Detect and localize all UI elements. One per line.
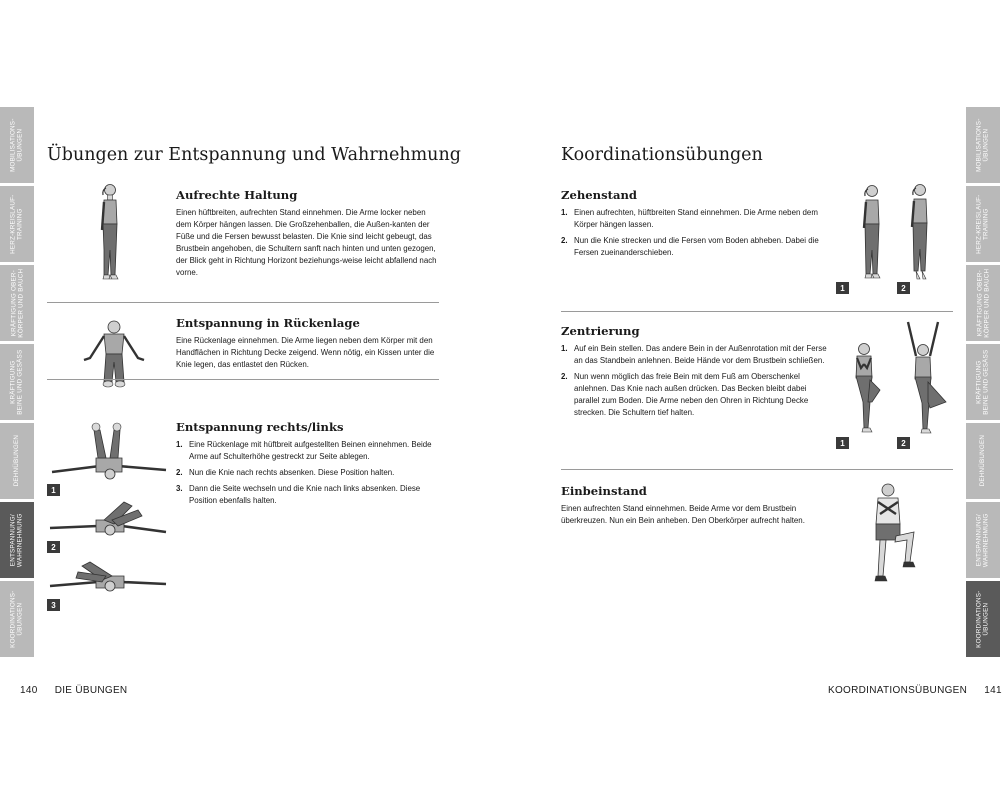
section-heading-einbeinstand: Einbeinstand (561, 484, 647, 498)
figure-badge-2: 2 (47, 541, 60, 553)
tiptoe-figure-illustration (904, 182, 936, 292)
left-page (0, 0, 500, 800)
list-item: 1. Eine Rückenlage mit hüftbreit aufgestellten Beinen einnehmen. Beide Arme auf Schulterhöhe gestreckt zur Seite ablegen. (176, 440, 432, 461)
side-tab-kraeftigung-oberkoerper[interactable]: KRÄFTIGUNG OBER- KÖRPER UND BAUCH (0, 265, 34, 341)
section-heading-aufrechte-haltung: Aufrechte Haltung (176, 188, 298, 202)
side-tab-herz-kreislauf[interactable]: HERZ-KREISLAUF- TRAINING (966, 186, 1000, 262)
side-tab-dehnuebungen[interactable]: DEHNÜBUNGEN (966, 423, 1000, 499)
side-tab-entspannung[interactable]: ENTSPANNUNG/ WAHRNEHMUNG (966, 502, 1000, 578)
steps-list-entspannung-rechts-links (176, 439, 442, 511)
standing-figure-illustration (90, 180, 130, 292)
figure-badge-1: 1 (836, 437, 849, 449)
page-number: 141 (984, 685, 1002, 696)
lying-knees-left-figure-illustration (46, 556, 170, 596)
tree-pose-arms-up-illustration (896, 320, 950, 438)
figure-badge-1: 1 (47, 484, 60, 496)
list-item: 3. Dann die Seite wechseln und die Knie nach links absenken. Diese Position ebenfalls halten. (176, 484, 421, 505)
section-divider (561, 469, 953, 470)
side-tab-entspannung-active[interactable]: ENTSPANNUNG/ WAHRNEHMUNG (0, 502, 34, 578)
list-item: 2. Nun die Knie nach rechts absenken. Diese Position halten. (176, 468, 395, 477)
figure-badge-1: 1 (836, 282, 849, 294)
right-page (500, 0, 1000, 800)
list-item: 1. Auf ein Bein stellen. Das andere Bein in der Außenrotation mit der Ferse an das Standbein anlehnen. Beide Hände vor dem Brustbein schließen. (561, 344, 827, 365)
section-text-entspannung-rueckenlage: Eine Rückenlage einnehmen. Die Arme liegen neben dem Körper mit den Handflächen in Richtung Decke zeigend. Wenn nötig, ein Kissen unter die Knie legen, das entlastet den Rücken. (176, 336, 435, 369)
side-tab-mobilisation[interactable]: MOBILISATIONS- ÜBUNGEN (966, 107, 1000, 183)
section-heading-zehenstand: Zehenstand (561, 188, 638, 202)
steps-list-zehenstand (561, 207, 825, 263)
section-heading-entspannung-rechts-links: Entspannung rechts/links (176, 420, 344, 434)
footer-left (20, 685, 127, 696)
section-divider (561, 311, 953, 312)
side-tab-kraeftigung-oberkoerper[interactable]: KRÄFTIGUNG OBER- KÖRPER UND BAUCH (966, 265, 1000, 341)
footer-right (828, 685, 1002, 696)
side-tab-koordination[interactable]: KOORDINATIONS- ÜBUNGEN (0, 581, 34, 657)
section-divider (47, 302, 439, 303)
section-text-aufrechte-haltung: Einen hüftbreiten, aufrechten Stand einnehmen. Die Arme locker neben dem Körper hängen lassen. Die Großzehenballen, die Außen-kanten der Füße und die Fersen bewusst belasten. Die Knie sind leicht gebeugt, das Brustbein angehoben, die Schultern sanft nach hinten und unten gezogen, der Blick geht in Richtung Horizont beziehungs-weise leicht abfallend nach vorne. (176, 208, 437, 277)
lying-knees-right-figure-illustration (46, 496, 170, 538)
figure-badge-2: 2 (897, 282, 910, 294)
side-tab-kraeftigung-beine[interactable]: KRÄFTIGUNG BEINE UND GESÄSS (966, 344, 1000, 420)
side-tab-koordination-active[interactable]: KOORDINATIONS- ÜBUNGEN (966, 581, 1000, 657)
section-heading-zentrierung: Zentrierung (561, 324, 640, 338)
section-heading-entspannung-rueckenlage: Entspannung in Rückenlage (176, 316, 360, 330)
figure-badge-2: 2 (897, 437, 910, 449)
section-divider (47, 379, 439, 380)
running-section-title: DIE ÜBUNGEN (54, 685, 128, 696)
list-item: 1. Einen aufrechten, hüftbreiten Stand einnehmen. Die Arme neben dem Körper hängen lassen. (561, 208, 818, 229)
page-title: Koordinationsübungen (561, 145, 763, 165)
side-tab-herz-kreislauf[interactable]: HERZ-KREISLAUF- TRAINING (0, 186, 34, 262)
tree-pose-hands-chest-illustration (844, 340, 884, 438)
lying-knees-up-figure-illustration (46, 422, 170, 480)
figure-badge-3: 3 (47, 599, 60, 611)
side-tab-dehnuebungen[interactable]: DEHNÜBUNGEN (0, 423, 34, 499)
steps-list-zentrierung (561, 343, 829, 423)
one-leg-stand-figure-illustration (866, 480, 926, 588)
list-item: 2. Nun wenn möglich das freie Bein mit dem Fuß am Oberschenkel anlehnen. Das Knie nach außen drücken. Das Becken bleibt dabei parallel zum Boden. Die Arme neben den Ohren in Richtung Decke strecken. Die Schultern tief halten. (561, 372, 809, 417)
section-text-einbeinstand: Einen aufrechten Stand einnehmen. Beide Arme vor dem Brustbein überkreuzen. Nun ein Bein anheben. Den Oberkörper aufrecht halten. (561, 504, 805, 525)
side-tab-mobilisation[interactable]: MOBILISATIONS- ÜBUNGEN (0, 107, 34, 183)
standing-figure-illustration (856, 182, 888, 292)
running-section-title: KOORDINATIONSÜBUNGEN (828, 685, 968, 696)
list-item: 2. Nun die Knie strecken und die Fersen vom Boden abheben. Dabei die Fersen zueinanderschieben. (561, 236, 819, 257)
side-tab-kraeftigung-beine[interactable]: KRÄFTIGUNG BEINE UND GESÄSS (0, 344, 34, 420)
page-title: Übungen zur Entspannung und Wahrnehmung (47, 145, 461, 165)
page-number: 140 (20, 685, 38, 696)
